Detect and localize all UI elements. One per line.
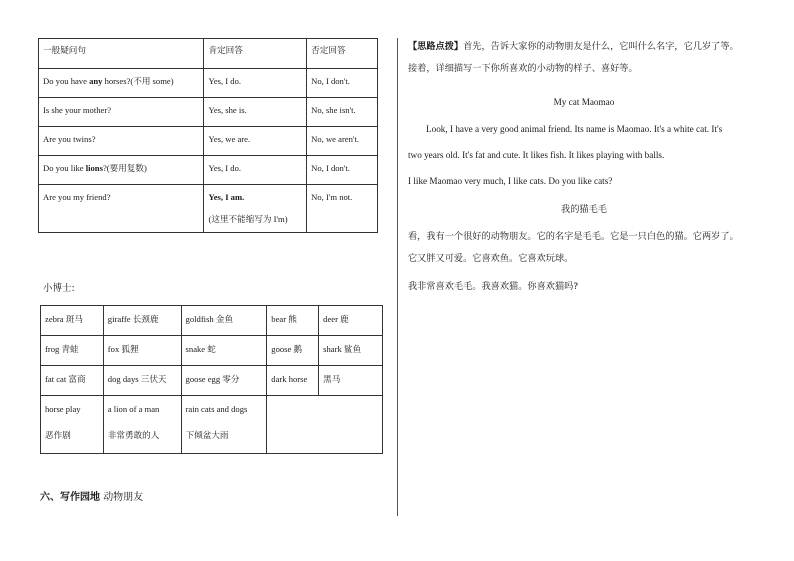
- question-cell: Do you like lions?(要用复数): [39, 156, 204, 185]
- vocab-cell: fat cat 富商: [41, 366, 104, 396]
- question-cell: Are you my friend?: [39, 185, 204, 233]
- negative-answer-cell: No, I don't.: [307, 156, 378, 185]
- section-number: 六、: [40, 492, 60, 503]
- header-positive-answer: 肯定回答: [204, 39, 307, 69]
- idiom-cell: [103, 396, 181, 454]
- section-subtitle: 动物朋友: [103, 492, 144, 503]
- positive-answer-cell: Yes, I do.: [204, 69, 307, 98]
- vocab-row: [41, 366, 383, 396]
- vocab-cell: deer 鹿: [319, 306, 383, 336]
- vocab-cell: dog days 三伏天: [103, 366, 181, 396]
- idiom-chinese: 恶作剧: [45, 430, 71, 440]
- chinese-line-1: 看，我有一个很好的动物朋友。它的名字是毛毛。它是一只白色的猫。它两岁了。: [408, 231, 739, 242]
- chinese-line-2: 它又胖又可爱。它喜欢鱼。它喜欢玩球。: [408, 253, 574, 264]
- table-row: [39, 156, 378, 185]
- positive-answer-cell: Yes, I do.: [204, 156, 307, 185]
- negative-answer-cell: No, I'm not.: [307, 185, 378, 233]
- section-title: 写作园地: [60, 492, 100, 503]
- chinese-line-3: 我非常喜欢毛毛。我喜欢猫。你喜欢猫吗?: [408, 281, 579, 292]
- writing-hint: [408, 36, 760, 80]
- english-paragraph-1-line-1: Look, I have a very good animal friend. Its name is Maomao. It's a white cat. It's: [426, 124, 723, 134]
- table-row: [39, 69, 378, 98]
- question-cell: Is she your mother?: [39, 98, 204, 127]
- negative-answer-cell: No, we aren't.: [307, 127, 378, 156]
- vocab-cell: 黑马: [319, 366, 383, 396]
- idiom-chinese: 下倾盆大雨: [185, 430, 229, 440]
- vocab-cell: snake 蛇: [181, 336, 267, 366]
- vocab-row: [41, 336, 383, 366]
- table-row: [39, 98, 378, 127]
- hint-line-2: 接着，详细描写一下你所喜欢的小动物的样子、喜好等。: [408, 63, 638, 74]
- table-row: [39, 127, 378, 156]
- idiom-english: rain cats and dogs: [185, 404, 248, 414]
- vocab-cell: fox 狐狸: [103, 336, 181, 366]
- positive-answer-note: (这里不能缩写为 I'm): [208, 214, 288, 224]
- chinese-essay-body: [408, 226, 760, 298]
- english-paragraph-2: I like Maomao very much, I like cats. Do you like cats?: [408, 176, 613, 186]
- section-heading: [40, 488, 143, 503]
- english-essay-title: My cat Maomao: [553, 97, 615, 107]
- vocab-table: [40, 305, 383, 454]
- vocab-cell: bear 熊: [267, 306, 319, 336]
- table-row: [39, 185, 378, 233]
- idiom-chinese: 非常勇敢的人: [107, 430, 160, 440]
- table-header-row: [39, 39, 378, 69]
- idiom-english: horse play: [45, 404, 81, 414]
- positive-answer-text: Yes, I am.: [208, 192, 245, 202]
- negative-answer-cell: No, she isn't.: [307, 98, 378, 127]
- vocab-cell: dark horse: [267, 366, 319, 396]
- positive-answer-cell: [204, 185, 307, 233]
- vocab-cell: giraffe 长颈鹿: [103, 306, 181, 336]
- vocab-cell: shark 鲨鱼: [319, 336, 383, 366]
- vocab-cell: frog 青蛙: [41, 336, 104, 366]
- positive-answer-cell: Yes, she is.: [204, 98, 307, 127]
- header-negative-answer: 否定回答: [307, 39, 378, 69]
- question-answer-table: [38, 38, 378, 233]
- vocab-row: [41, 396, 383, 454]
- hint-label: 【思路点拨】: [408, 41, 464, 52]
- hint-line-1: 首先，告诉大家你的动物朋友是什么，它叫什么名字，它几岁了等。: [463, 41, 739, 52]
- idiom-cell: [41, 396, 104, 454]
- english-paragraph-1-line-2: two years old. It's fat and cute. It likes fish. It likes playing with balls.: [408, 150, 665, 160]
- empty-cell: [267, 396, 383, 454]
- idiom-cell: [181, 396, 267, 454]
- vocab-cell: goose 鹅: [267, 336, 319, 366]
- vocab-cell: goldfish 金鱼: [181, 306, 267, 336]
- english-essay-body: [408, 118, 760, 192]
- positive-answer-cell: Yes, we are.: [204, 127, 307, 156]
- vocab-title: 小博士:: [43, 283, 75, 294]
- question-cell: Do you have any horses?(不用 some): [39, 69, 204, 98]
- header-question: 一般疑问句: [39, 39, 204, 69]
- column-divider: [397, 38, 398, 516]
- vocab-cell: zebra 斑马: [41, 306, 104, 336]
- question-cell: Are you twins?: [39, 127, 204, 156]
- vocab-cell: goose egg 零分: [181, 366, 267, 396]
- idiom-english: a lion of a man: [107, 404, 160, 414]
- negative-answer-cell: No, I don't.: [307, 69, 378, 98]
- vocab-row: [41, 306, 383, 336]
- chinese-essay-title: 我的猫毛毛: [561, 204, 607, 215]
